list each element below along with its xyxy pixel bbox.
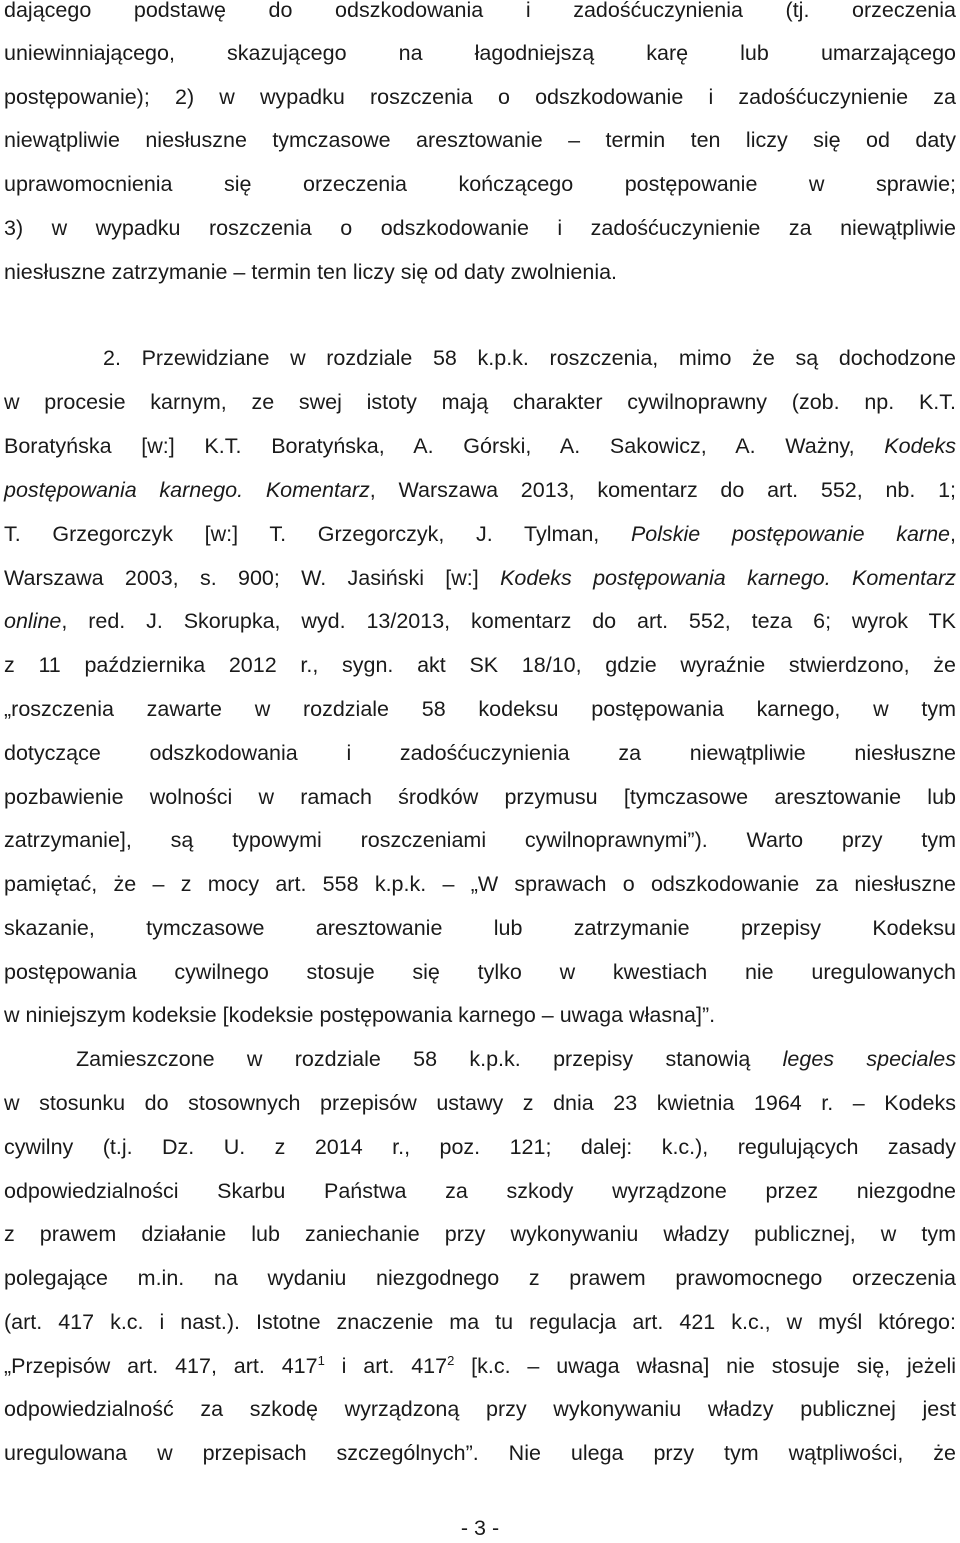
text-line: dotyczące odszkodowania i zadośćuczynienia za niewątpliwie niesłuszne [4, 741, 956, 765]
italic-span: Polskie postępowanie karne [630, 522, 951, 546]
text-line [4, 520, 956, 548]
text-span: i art. 417 [324, 1354, 448, 1378]
text-line [4, 1352, 956, 1380]
text-span: , Warszawa 2013, komentarz do art. 552, nb. 1; [369, 478, 957, 502]
text-line: skazanie, tymczasowe aresztowanie lub zatrzymanie przepisy Kodeksu [4, 916, 956, 940]
text-span: , [950, 522, 956, 546]
text-span: T. Grzegorczyk [w:] T. Grzegorczyk, J. Tylman, [4, 522, 631, 546]
text-line: zatrzymanie], są typowymi roszczeniami cywilnoprawnymi”). Warto przy tym [4, 828, 956, 852]
text-line: 2. Przewidziane w rozdziale 58 k.p.k. roszczenia, mimo że są dochodzone [103, 346, 956, 370]
text-line: postępowanie); 2) w wypadku roszczenia o odszkodowanie i zadośćuczynienie za [4, 85, 956, 109]
text-line: z prawem działanie lub zaniechanie przy wykonywaniu władzy publicznej, w tym [4, 1222, 956, 1246]
text-line [4, 476, 956, 504]
text-span: , red. J. Skorupka, wyd. 13/2013, komentarz do art. 552, teza 6; wyrok TK [61, 609, 956, 633]
text-line: w procesie karnym, ze swej istoty mają charakter cywilnoprawny (zob. np. K.T. [4, 390, 956, 414]
text-line [4, 564, 956, 592]
text-span: Zamieszczone w rozdziale 58 k.p.k. przepisy stanowią [76, 1047, 783, 1071]
italic-span: postępowania karnego. Komentarz [4, 478, 370, 502]
text-line: uprawomocnienia się orzeczenia kończącego postępowanie w sprawie; [4, 172, 956, 196]
text-line: uniewinniającego, skazującego na łagodniejszą karę lub umarzającego [4, 41, 956, 65]
text-span: Boratyńska [w:] K.T. Boratyńska, A. Górski, A. Sakowicz, A. Ważny, [4, 434, 885, 458]
text-line: pozbawienie wolności w ramach środków przymusu [tymczasowe aresztowanie lub [4, 785, 956, 809]
text-line: polegające m.in. na wydaniu niezgodnego z prawem prawomocnego orzeczenia [4, 1266, 956, 1290]
text-line: dającego podstawę do odszkodowania i zadośćuczynienia (tj. orzeczenia [4, 0, 956, 22]
text-span: „Przepisów art. 417, art. 417 [4, 1354, 318, 1378]
italic-span: Kodeks [884, 434, 956, 458]
page-number: - 3 - [460, 1516, 500, 1540]
text-line: odpowiedzialność za szkodę wyrządzoną przy wykonywaniu władzy publicznej jest [4, 1397, 956, 1421]
text-line: (art. 417 k.c. i nast.). Istotne znaczenie ma tu regulacja art. 421 k.c., w myśl którego: [4, 1310, 956, 1334]
text-line: uregulowana w przepisach szczególnych”. Nie ulega przy tym wątpliwości, że [4, 1441, 956, 1465]
italic-span: leges speciales [782, 1047, 956, 1071]
text-line [4, 432, 956, 460]
text-line [76, 1045, 956, 1073]
text-line: niesłuszne zatrzymanie – termin ten liczy się od daty zwolnienia. [4, 260, 618, 284]
superscript: 1 [317, 1352, 325, 1368]
text-line: niewątpliwie niesłuszne tymczasowe aresztowanie – termin ten liczy się od daty [4, 128, 956, 152]
text-span: Warszawa 2003, s. 900; W. Jasiński [w:] [4, 566, 501, 590]
text-span: [k.c. – uwaga własna] nie stosuje się, jeżeli [454, 1354, 956, 1378]
text-line: odpowiedzialności Skarbu Państwa za szkody wyrządzone przez niezgodne [4, 1179, 956, 1203]
text-line: pamiętać, że – z mocy art. 558 k.p.k. – „W sprawach o odszkodowanie za niesłuszne [4, 872, 956, 896]
text-line: cywilny (t.j. Dz. U. z 2014 r., poz. 121; dalej: k.c.), regulujących zasady [4, 1135, 956, 1159]
text-line: postępowania cywilnego stosuje się tylko w kwestiach nie uregulowanych [4, 960, 956, 984]
text-line [4, 607, 956, 635]
italic-span: Kodeks postępowania karnego. Komentarz [500, 566, 957, 590]
text-line: 3) w wypadku roszczenia o odszkodowanie i zadośćuczynienie za niewątpliwie [4, 216, 956, 240]
italic-span: online [4, 609, 62, 633]
text-line: z 11 października 2012 r., sygn. akt SK 18/10, gdzie wyraźnie stwierdzono, że [4, 653, 956, 677]
text-line: w stosunku do stosownych przepisów ustawy z dnia 23 kwietnia 1964 r. – Kodeks [4, 1091, 956, 1115]
text-line: „roszczenia zawarte w rozdziale 58 kodeksu postępowania karnego, w tym [4, 697, 956, 721]
text-line: w niniejszym kodeksie [kodeksie postępowania karnego – uwaga własna]”. [4, 1003, 716, 1027]
superscript: 2 [447, 1352, 455, 1368]
